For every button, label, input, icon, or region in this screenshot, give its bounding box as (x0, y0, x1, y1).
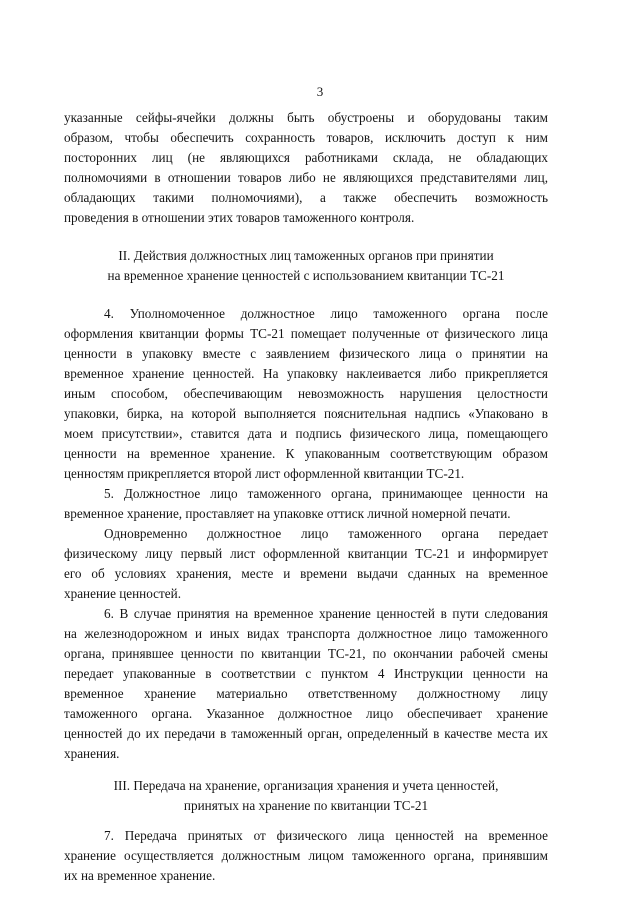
text-line: обладающих такими полномочиями), а также обеспечить возможность (64, 190, 548, 205)
text-line: временное хранение ценностей. На упаковку наклеивается либо прикрепляется (64, 366, 548, 381)
heading-line: III. Передача на хранение, организация хранения и учета ценностей, (113, 778, 499, 793)
heading-line: II. Действия должностных лиц таможенных органов при принятии (118, 248, 494, 263)
text-line: указанные сейфы-ячейки должны быть обустроены и оборудованы таким (64, 110, 548, 125)
text-line: Одновременно должностное лицо таможенного органа передает (104, 526, 548, 541)
text-line: моем присутствии», ставится дата и подпись физического лица, помещающего (64, 426, 548, 441)
heading-line: на временное хранение ценностей с использованием квитанции ТС-21 (107, 268, 505, 283)
text-line: ценностей до их передачи в таможенный орган, определенный в качестве места их (64, 726, 548, 741)
text-line: упаковки, бирка, на которой выполняется пояснительная надпись «Упаковано в (64, 406, 548, 421)
text-line: ценности в упаковку вместе с заявлением физического лица о принятии на (64, 346, 548, 361)
heading-line: принятых на хранение по квитанции ТС-21 (183, 798, 429, 813)
text-line: 6. В случае принятия на временное хранение ценностей в пути следования (104, 606, 548, 621)
page-number: 3 (316, 84, 324, 99)
text-line: оформления квитанции формы ТС-21 помещает полученные от физического лица (64, 326, 548, 341)
text-line: физическому лицу первый лист оформленной квитанции ТС-21 и информирует (64, 546, 548, 561)
text-line: образом, чтобы обеспечить сохранность товаров, исключить доступ к ним (64, 130, 548, 145)
text-line: временное хранение, проставляет на упаковке оттиск личной номерной печати. (64, 506, 511, 521)
text-line: ценности на временное хранение. К упакованным соответствующим образом (64, 446, 548, 461)
text-line: ценностям прикрепляется второй лист оформленной квитанции ТС-21. (64, 466, 465, 481)
text-line: 5. Должностное лицо таможенного органа, принимающее ценности на (104, 486, 548, 501)
text-line: на железнодорожном и иных видах транспорта должностное лицо таможенного (64, 626, 548, 641)
text-line: хранение ценностей. (64, 586, 181, 601)
text-line: передает упакованные в соответствии с пунктом 4 Инструкции ценности на (64, 666, 548, 681)
text-line: хранения. (64, 746, 120, 761)
text-line: посторонних лиц (не являющихся работниками склада, не обладающих (64, 150, 548, 165)
text-line: органа, принявшее ценности по квитанции ТС-21, по окончании рабочей смены (64, 646, 548, 661)
text-line: проведения в отношении этих товаров таможенного контроля. (64, 210, 415, 225)
text-line: их на временное хранение. (64, 868, 216, 883)
text-line: временное хранение материально ответственному должностному лицу (64, 686, 548, 701)
text-line: таможенного органа. Указанное должностное лицо обеспечивает хранение (64, 706, 548, 721)
text-line: его об условиях хранения, месте и времени выдачи сданных на временное (64, 566, 548, 581)
text-line: 7. Передача принятых от физического лица ценностей на временное (104, 828, 548, 843)
text-line: хранение осуществляется должностным лицом таможенного органа, принявшим (64, 848, 548, 863)
text-line: полномочиями в отношении товаров либо не являющихся представителями лиц, (64, 170, 548, 185)
text-line: 4. Уполномоченное должностное лицо таможенного органа после (104, 306, 548, 321)
text-line: иным способом, обеспечивающим невозможность нарушения целостности (64, 386, 548, 401)
